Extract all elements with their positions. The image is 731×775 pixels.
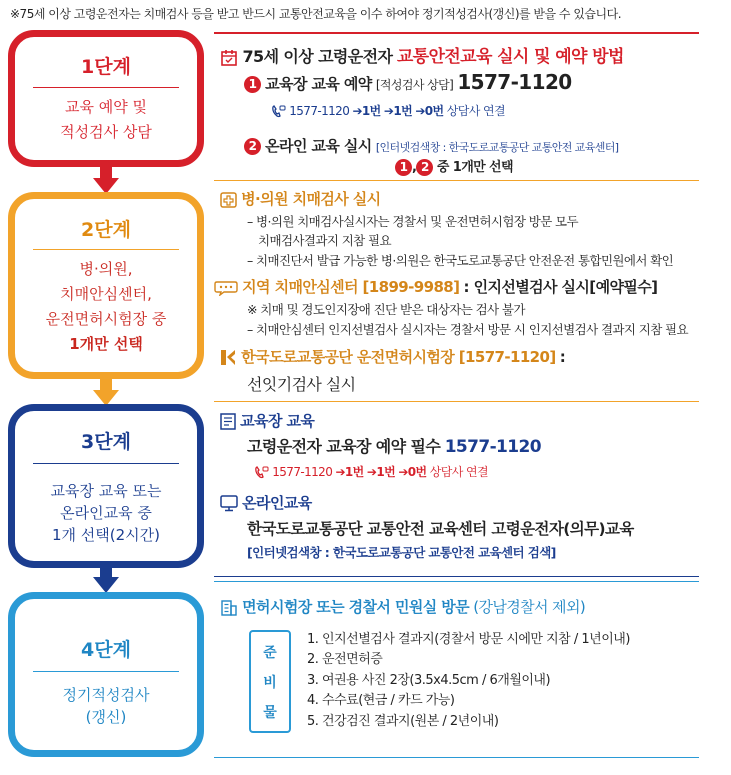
stage-4-title: 4단계 xyxy=(81,639,131,661)
prep-list xyxy=(307,630,630,732)
stage-2-line-3: 운전면허시험장 중 xyxy=(45,310,167,328)
step3-online-note-text: [인터넷검색창 : 한국도로교통공단 교통안전 교육센터 검색] xyxy=(247,545,556,560)
step3-arrs-3: 0번 xyxy=(407,465,427,479)
stage-1-arrow-stem xyxy=(100,160,112,180)
step1-item2-note: [인터넷검색창 : 한국도로교통공단 교통안전 교육센터] xyxy=(375,141,619,154)
stage-3-line-2: 온라인교육 중 xyxy=(60,504,152,522)
speech-bubble-icon xyxy=(214,280,238,296)
step2-koroad-title: 한국도로교통공단 운전면허시험장 [1577-1120] xyxy=(241,348,556,366)
step3-site-phone: 1577-1120 xyxy=(444,437,541,457)
step1-item1-phone: 1577-1120 xyxy=(457,70,572,94)
step1-arrs: 1577-1120 ➔1번 ➔1번 ➔0번 상담사 연결 xyxy=(271,102,505,119)
stage-3-line-1: 교육장 교육 또는 xyxy=(50,482,162,500)
number-2-badge: 2 xyxy=(244,138,261,155)
step2-clinic-line-3: – 치매진단서 발급 가능한 병·의원은 한국도로교통공단 안전운전 통합민원에서 확인 xyxy=(247,253,674,268)
step3-arrs-2: 1번 xyxy=(376,465,396,479)
stage-2-line-2: 치매안심센터, xyxy=(60,285,152,303)
koroad-logo-icon xyxy=(220,349,237,366)
step1-arrs-phone: 1577-1120 xyxy=(289,104,350,118)
step1-heading-highlight: 교통안전교육 실시 및 예약 방법 xyxy=(396,47,624,67)
prep-item-1: 1. 인지선별검사 결과지(경찰서 방문 시에만 지참 / 1년이내) xyxy=(307,632,630,647)
stage-4-box xyxy=(8,592,204,757)
step2-center-line-1: ※ 치매 및 경도인지장애 진단 받은 대상자는 검사 불가 xyxy=(247,302,525,317)
monitor-icon xyxy=(220,495,238,512)
building-icon xyxy=(220,599,238,616)
step3-online-main-text: 한국도로교통공단 교통안전 교육센터 고령운전자(의무)교육 xyxy=(247,520,634,538)
prep-label-box xyxy=(249,630,291,733)
stage-1-line-1: 교육 예약 및 xyxy=(65,98,147,116)
number-1-badge: 1 xyxy=(244,76,261,93)
stage-4-line-1: 정기적성검사 xyxy=(62,686,150,704)
step2-koroad-line-1: 선잇기검사 실시 xyxy=(247,375,356,394)
stage-4-divider xyxy=(33,671,179,672)
step1-choose-text: 중 1개만 선택 xyxy=(436,160,513,175)
step1-item1 xyxy=(244,70,572,94)
step1-arrs-3: 0번 xyxy=(424,104,444,118)
stage-3-box xyxy=(8,404,204,568)
stage-2-arrow-stem xyxy=(100,372,112,392)
stage-3-line-3: 1개 선택(2시간) xyxy=(51,526,160,544)
step1-top-rule xyxy=(214,32,699,34)
step2-center-heading xyxy=(214,276,657,297)
step3-arrs-phone: 1577-1120 xyxy=(272,465,333,479)
choose-sep: , xyxy=(412,160,417,175)
step1-heading-prefix: 75세 이상 고령운전자 xyxy=(242,47,393,66)
step4-visit-title: 면허시험장 또는 경찰서 민원실 방문 xyxy=(242,598,470,616)
step3-arrs: 1577-1120 ➔1번 ➔1번 ➔0번 상담사 연결 xyxy=(254,463,488,480)
step3-top-rule xyxy=(214,401,699,402)
step4-visit-heading xyxy=(220,596,585,617)
stage-2-divider xyxy=(33,249,179,250)
step1-item2 xyxy=(244,135,618,156)
step2-clinic-title: 병·의원 치매검사 실시 xyxy=(241,190,381,208)
phone-icon xyxy=(271,105,286,118)
step3-online-title: 온라인교육 xyxy=(242,494,312,512)
stage-1-title: 1단계 xyxy=(81,56,131,78)
stage-2-line-4: 1개만 선택 xyxy=(69,335,143,353)
stage-1-line-2: 적성검사 상담 xyxy=(60,123,152,141)
stage-2-box xyxy=(8,192,204,379)
step1-arrs-1: 1번 xyxy=(361,104,381,118)
step3-arrs-tail: 상담사 연결 xyxy=(429,465,488,479)
choose-badge-1: 1 xyxy=(395,159,412,176)
step3-online-note xyxy=(247,543,556,561)
prep-char-3: 물 xyxy=(263,705,277,721)
hospital-icon xyxy=(220,191,237,208)
calendar-icon xyxy=(220,49,238,67)
prep-char-2: 비 xyxy=(263,675,277,691)
step2-center-line-2: – 치매안심센터 인지선별검사 실시자는 경찰서 방문 시 인지선별검사 결과지 지참 필요 xyxy=(247,322,689,337)
stage-2-title: 2단계 xyxy=(81,219,131,241)
step1-heading xyxy=(220,42,624,67)
stage-3-title: 3단계 xyxy=(81,431,131,453)
stage-3-arrow-icon xyxy=(93,577,119,593)
step4-top-rule xyxy=(214,576,699,577)
step1-arrs-tail: 상담사 연결 xyxy=(446,104,505,118)
step2-clinic-heading xyxy=(220,188,381,209)
step1-item1-note: [적성검사 상담] xyxy=(375,78,454,92)
step1-arrs-2: 1번 xyxy=(393,104,413,118)
document-icon xyxy=(220,413,236,430)
step3-site-main-text: 고령운전자 교육장 예약 필수 xyxy=(247,437,441,456)
step3-site-main xyxy=(247,434,541,457)
step2-center-title-tail: : 인지선별검사 실시[예약필수] xyxy=(463,278,658,296)
step1-item2-label: 온라인 교육 실시 xyxy=(265,137,372,155)
prep-item-3: 3. 여권용 사진 2장(3.5x4.5cm / 6개월이내) xyxy=(307,672,551,688)
stage-1-box xyxy=(8,30,204,167)
step1-choose xyxy=(395,156,513,176)
step2-top-rule xyxy=(214,180,699,181)
prep-char-1: 준 xyxy=(263,645,277,661)
step3-arrs-1: 1번 xyxy=(344,465,364,479)
step1-item1-label: 교육장 교육 예약 xyxy=(265,75,372,93)
choose-badge-2: 2 xyxy=(416,159,433,176)
notice-text: ※75세 이상 고령운전자는 치매검사 등을 받고 반드시 교통안전교육을 이수 하여야 정기적성검사(갱신)를 받을 수 있습니다. xyxy=(10,7,622,21)
stage-3-divider xyxy=(33,463,179,464)
step2-clinic-line-1: – 병·의원 치매검사실시자는 경찰서 및 운전면허시험장 방문 모두 xyxy=(247,214,578,229)
phone-icon xyxy=(254,466,269,479)
step3-online-main xyxy=(247,517,634,539)
prep-item-2: 2. 운전면허증 xyxy=(307,652,383,668)
step2-clinic-line-2: 치매검사결과지 지참 필요 xyxy=(258,233,391,248)
step2-koroad-colon: : xyxy=(559,348,566,366)
step4-bottom-rule xyxy=(214,757,699,758)
step2-center-title: 지역 치매안심센터 [1899-9988] xyxy=(242,278,460,296)
stage-1-divider xyxy=(33,87,179,88)
step3-site-heading xyxy=(220,410,314,431)
prep-item-5: 5. 건강검진 결과지(원본 / 2년이내) xyxy=(307,713,499,729)
step4-visit-note: (강남경찰서 제외) xyxy=(473,598,586,616)
step4-top-rule-2 xyxy=(214,581,699,582)
stage-4-line-2: (갱신) xyxy=(85,708,127,726)
stage-2-line-1: 병·의원, xyxy=(79,260,133,278)
step2-koroad-heading xyxy=(220,346,565,367)
step3-online-heading xyxy=(220,492,312,513)
prep-item-4: 4. 수수료(현금 / 카드 가능) xyxy=(307,693,455,709)
step3-site-title: 교육장 교육 xyxy=(240,412,315,430)
